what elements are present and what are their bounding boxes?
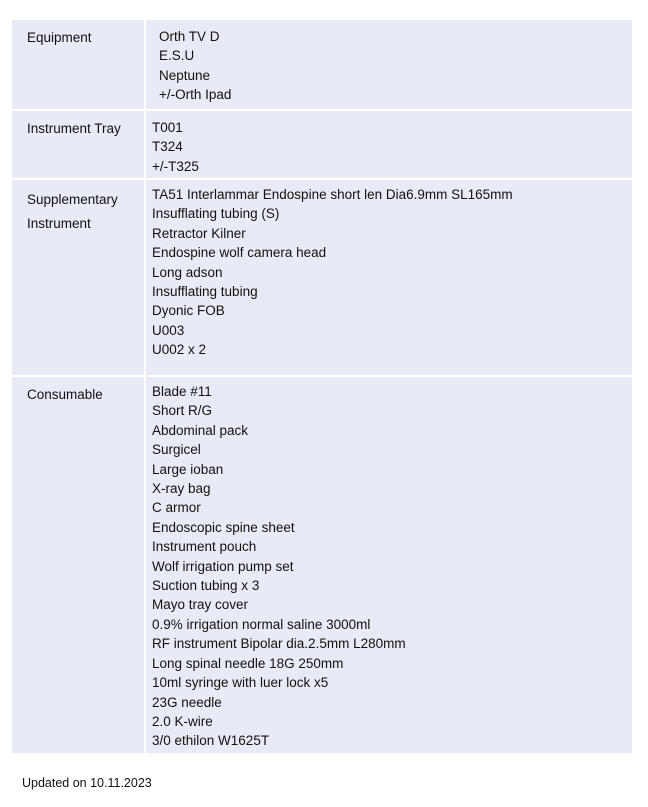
row-label: Equipment — [27, 30, 92, 45]
label-cell-instrument-tray — [12, 110, 145, 179]
consumable-list — [146, 377, 632, 751]
supplementary-instrument-list — [146, 180, 632, 360]
list-item: RF instrument Bipolar dia.2.5mm L280mm — [152, 636, 406, 652]
list-item: X-ray bag — [152, 481, 211, 497]
list-item: Large ioban — [152, 461, 224, 477]
label-cell-supplementary-instrument — [12, 179, 145, 376]
equipment-list — [146, 20, 632, 105]
list-item: Blade #11 — [152, 384, 212, 399]
list-item: Neptune — [159, 67, 211, 83]
updated-date-note: Updated on 10.11.2023 — [22, 776, 152, 790]
value-cell-equipment — [145, 20, 632, 110]
list-item: Dyonic FOB — [152, 303, 225, 319]
list-item: 23G needle — [152, 694, 222, 710]
row-label: Instrument Tray — [27, 121, 121, 136]
list-item: Suction tubing x 3 — [152, 578, 260, 594]
list-item: E.S.U — [159, 48, 195, 64]
checklist-grid — [12, 20, 632, 753]
list-item: +/-T325 — [152, 158, 199, 174]
value-cell-instrument-tray — [145, 110, 632, 179]
list-item: Insufflating tubing (S) — [152, 206, 280, 222]
list-item: Long adson — [152, 264, 223, 280]
list-item: Mayo tray cover — [152, 597, 249, 613]
list-item: Wolf irrigation pump set — [152, 558, 294, 574]
value-cell-consumable — [145, 376, 632, 753]
list-item: C armor — [152, 500, 201, 516]
row-label: Consumable — [27, 387, 103, 402]
list-item: 0.9% irrigation normal saline 3000ml — [152, 616, 371, 632]
row-consumable — [12, 376, 632, 753]
list-item: 2.0 K-wire — [152, 713, 213, 729]
row-label-line: Supplementary — [27, 192, 118, 207]
label-cell-consumable — [12, 376, 145, 753]
instrument-checklist-table — [12, 20, 632, 753]
list-item: U002 x 2 — [152, 342, 207, 358]
label-cell-equipment — [12, 20, 145, 110]
list-item: Retractor Kilner — [152, 225, 246, 241]
row-label-line: Instrument — [27, 216, 91, 231]
list-item: 10ml syringe with luer lock x5 — [152, 675, 329, 691]
list-item: 3/0 ethilon W1625T — [152, 733, 270, 749]
list-item: Abdominal pack — [152, 422, 249, 438]
list-item: Long spinal needle 18G 250mm — [152, 655, 344, 671]
list-item: Instrument pouch — [152, 539, 257, 555]
list-item: Short R/G — [152, 403, 213, 419]
list-item: Endospine wolf camera head — [152, 245, 327, 261]
row-equipment — [12, 20, 632, 110]
list-item: Surgicel — [152, 442, 201, 458]
row-supplementary-instrument — [12, 179, 632, 376]
row-label — [12, 180, 144, 236]
list-item: TA51 Interlammar Endospine short len Dia6.9mm SL165mm — [152, 187, 513, 202]
value-cell-supplementary-instrument — [145, 179, 632, 376]
list-item: Orth TV D — [159, 29, 220, 44]
list-item: T324 — [152, 139, 183, 155]
list-item: +/-Orth Ipad — [159, 87, 232, 103]
list-item: Insufflating tubing — [152, 284, 258, 300]
list-item: Endoscopic spine sheet — [152, 519, 295, 535]
row-instrument-tray — [12, 110, 632, 179]
list-item: U003 — [152, 322, 185, 338]
list-item: T001 — [152, 120, 183, 135]
instrument-tray-list — [146, 111, 632, 176]
